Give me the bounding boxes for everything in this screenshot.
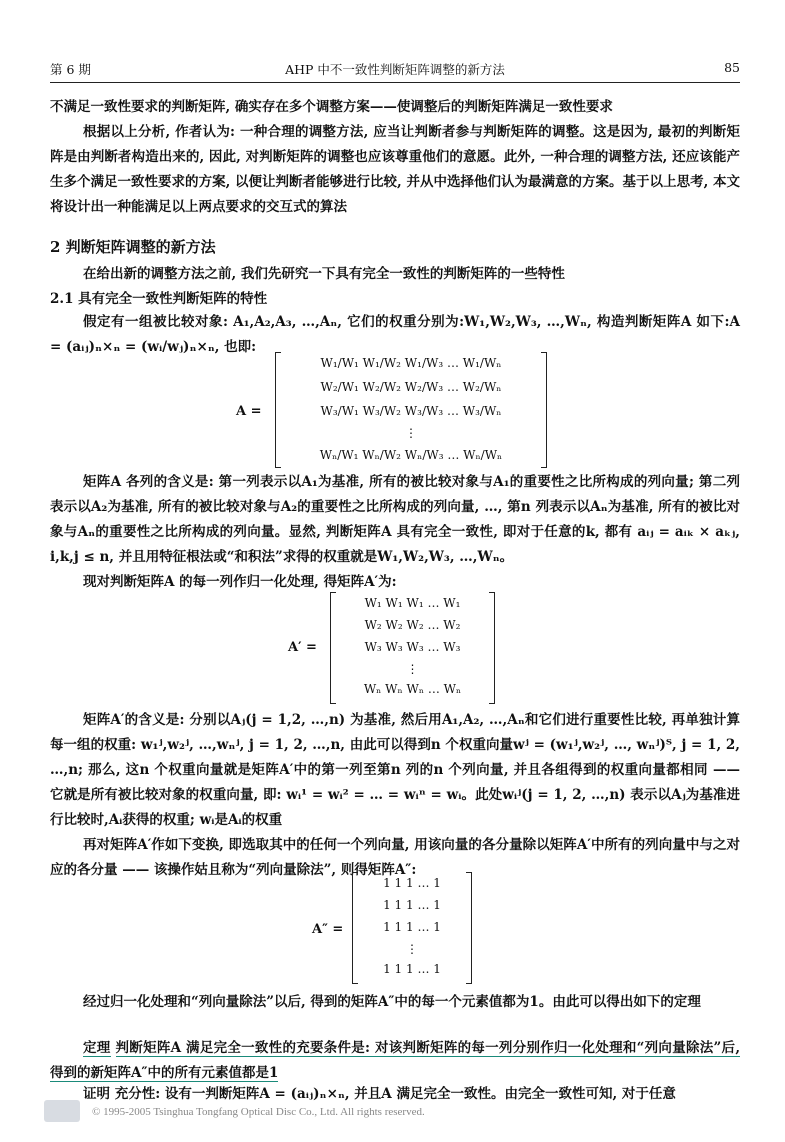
theorem-label: 定理: [83, 1040, 111, 1056]
theorem-text: 判断矩阵A 满足完全一致性的充要条件是: 对该判断矩阵的每一列分别作归一化处理和“列向量除法”后, 得到的新矩阵A″中的所有元素值都是1: [50, 1040, 741, 1081]
matrix-a-label: A =: [236, 404, 262, 419]
paragraph-9: 经过归一化处理和“列向量除法”以后, 得到的矩阵A″中的每一个元素值都为1。由此可以得出如下的定理: [83, 994, 701, 1010]
matrix-row: ⋮: [406, 942, 418, 956]
paragraph-4: 假定有一组被比较对象: A₁,A₂,A₃, …,Aₙ, 它们的权重分别为:W₁,W₂,W₃, …,Wₙ, 构造判断矩阵A 如下:A = (aᵢⱼ)ₙ×ₙ = (wᵢ/wⱼ)ₙ×ₙ, 也即:: [50, 314, 740, 355]
header-title: AHP 中不一致性判断矩阵调整的新方法: [285, 62, 505, 77]
matrix-row: ⋮: [406, 662, 419, 676]
paragraph-2: 根据以上分析, 作者认为: 一种合理的调整方法, 应当让判断者参与判断矩阵的调整。这是因为, 最初的判断矩阵是由判断者构造出来的, 因此, 对判断矩阵的调整也应该尊重他们的意愿。此外, 一种合理的调整方法, 还应该能产生多个满足一致性要求的方案, 以便让判断者能够进行比较, 并从中选择他们认为最满意的方案。基于以上思考, 本文将设计出一种能满足以上两点要求的交互式的算法: [50, 124, 740, 215]
matrix-row: 1 1 1 … 1: [383, 898, 441, 912]
proof-label: 证明: [83, 1086, 110, 1102]
section-heading: 2 判断矩阵调整的新方法: [50, 238, 216, 256]
matrix-a-prime-label: A′ =: [288, 640, 317, 655]
paragraph-6: 现对判断矩阵A 的每一列作归一化处理, 得矩阵A′为:: [83, 574, 397, 590]
paragraph-5: 矩阵A 各列的含义是: 第一列表示以A₁为基准, 所有的被比较对象与A₁的重要性之比所构成的列向量; 第二列表示以A₂为基准, 所有的被比较对象与A₂的重要性之比所构成的列向量, …, 第n 列表示以Aₙ为基准, 所有的被比对象与Aₙ的重要性之比所构成的列向量。显然, 判断矩阵A 具有完全一致性, 即对于任意的k, 都有 aᵢⱼ = aᵢₖ × aₖⱼ, i,k,j ≤ n, 并且用特征根法或“和积法”求得的权重就是W₁,W₂,W₃, …,Wₙ。: [50, 474, 740, 565]
matrix-row: Wₙ/W₁ Wₙ/W₂ Wₙ/W₃ … Wₙ/Wₙ: [319, 448, 503, 462]
running-header: [50, 60, 740, 82]
header-page-number: 85: [724, 60, 740, 75]
header-rule: [50, 82, 740, 83]
matrix-a-double-prime-label: A″ =: [312, 922, 344, 937]
matrix-row: 1 1 1 … 1: [383, 920, 441, 934]
subsection-heading: 2.1 具有完全一致性判断矩阵的特性: [50, 291, 268, 307]
matrix-row: W₃ W₃ W₃ … W₃: [364, 640, 461, 654]
matrix-row: 1 1 1 … 1: [383, 962, 441, 976]
proof-paragraph: [50, 1082, 740, 1107]
paragraph-1: 不满足一致性要求的判断矩阵, 确实存在多个调整方案——使调整后的判断矩阵满足一致性要求: [50, 99, 613, 115]
matrix-row: 1 1 1 … 1: [383, 876, 441, 890]
matrix-row: W₁ W₁ W₁ … W₁: [364, 596, 461, 610]
header-issue: 第 6 期: [50, 62, 91, 77]
matrix-a-double-prime: [352, 872, 472, 984]
matrix-row: W₂/W₁ W₂/W₂ W₂/W₃ … W₂/Wₙ: [320, 380, 502, 394]
paragraph-7: 矩阵A′的含义是: 分别以Aⱼ(j = 1,2, …,n) 为基准, 然后用A₁,A₂, …,Aₙ和它们进行重要性比较, 再单独计算每一组的权重: w₁ʲ,w₂ʲ, …,wₙʲ, j = 1, 2, …,n, 由此可以得到n 个权重向量wʲ = (w₁ʲ,w₂ʲ, …, wₙʲ)ᵀ, j = 1, 2, …,n; 那么, 这n 个权重向量就是矩阵A′中的第一列至第n 列的n 个列向量, 并且各组得到的权重向量都相同 —— 它就是所有被比较对象的权重向量, 即: wᵢ¹ = wᵢ² = … = wᵢⁿ = wᵢ。此处wᵢʲ(j = 1, 2, …,n) 表示以Aⱼ为基准进行比较时,Aᵢ获得的权重; wᵢ是Aᵢ的权重: [50, 712, 740, 828]
matrix-row: Wₙ Wₙ Wₙ … Wₙ: [363, 682, 462, 696]
matrix-row: W₁/W₁ W₁/W₂ W₁/W₃ … W₁/Wₙ: [320, 356, 502, 370]
paragraph-3: 在给出新的调整方法之前, 我们先研究一下具有完全一致性的判断矩阵的一些特性: [83, 266, 565, 282]
matrix-row: W₃/W₁ W₃/W₂ W₃/W₃ … W₃/Wₙ: [320, 404, 502, 418]
matrix-a: [275, 352, 547, 468]
copyright-footer: © 1995-2005 Tsinghua Tongfang Optical Disc Co., Ltd. All rights reserved.: [92, 1106, 425, 1118]
paragraph-8: 再对矩阵A′作如下变换, 即选取其中的任何一个列向量, 用该向量的各分量除以矩阵A′中所有的列向量中与之对应的各分量 —— 该操作姑且称为“列向量除法”, 则得矩阵A″:: [50, 837, 740, 878]
matrix-row: ⋮: [405, 426, 417, 440]
theorem-paragraph: [50, 1036, 740, 1086]
matrix-a-prime: [330, 592, 495, 704]
publisher-logo: [44, 1100, 80, 1122]
matrix-row: W₂ W₂ W₂ … W₂: [364, 618, 461, 632]
proof-text: 充分性: 设有一判断矩阵A = (aᵢⱼ)ₙ×ₙ, 并且A 满足完全一致性。由完全一致性可知, 对于任意: [114, 1086, 676, 1102]
